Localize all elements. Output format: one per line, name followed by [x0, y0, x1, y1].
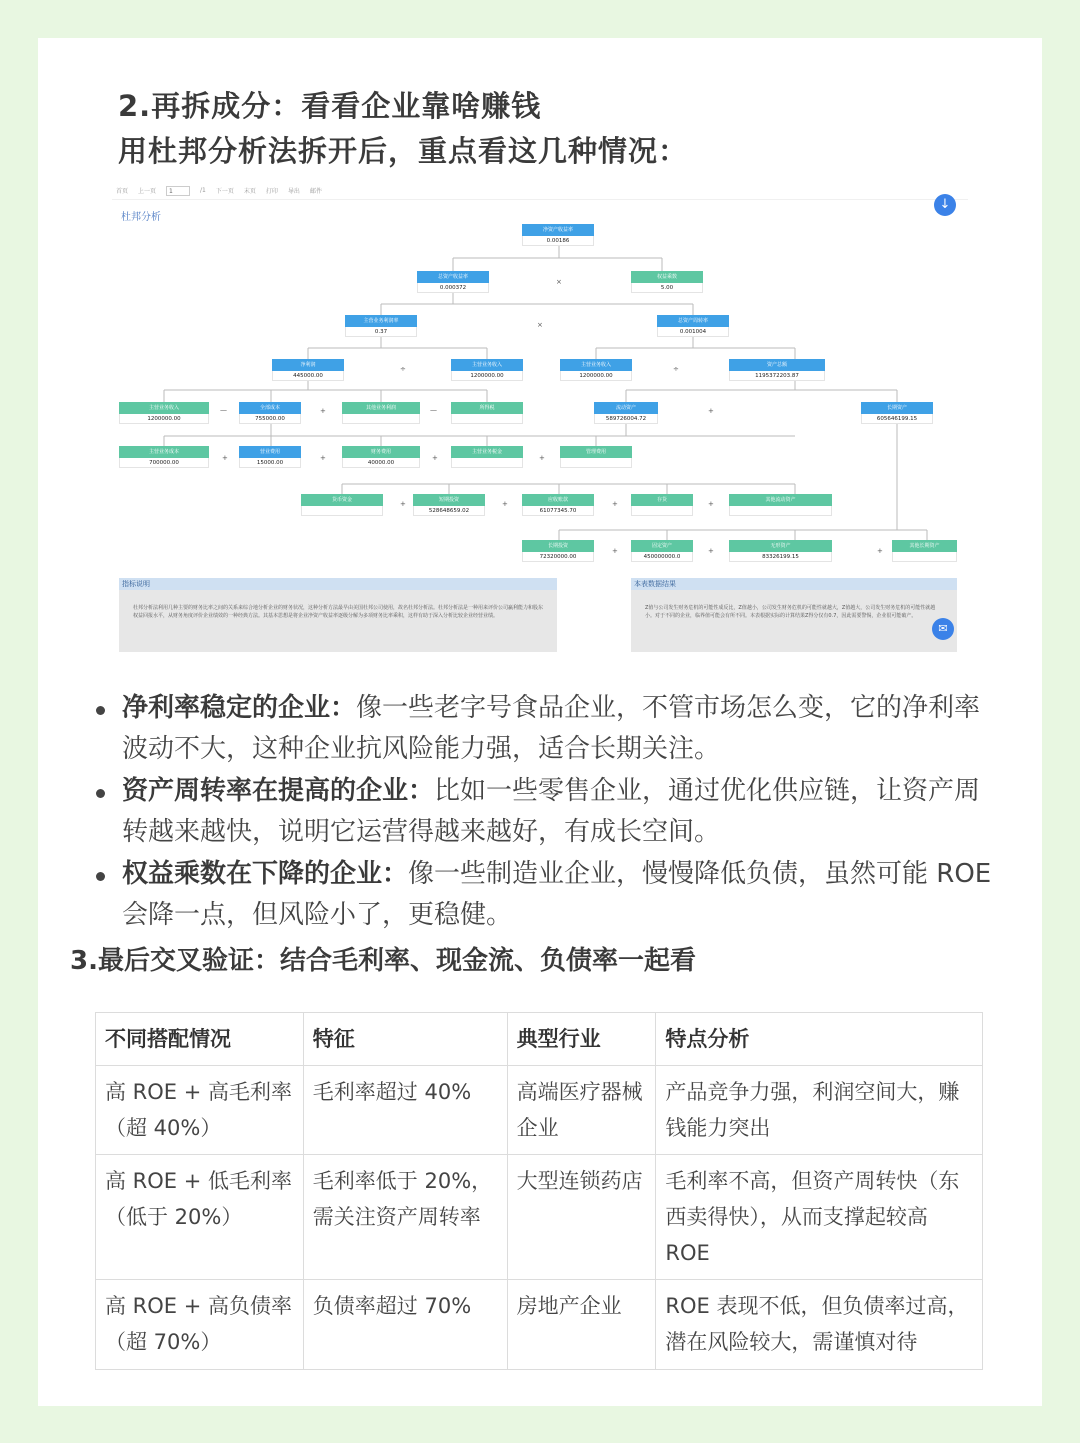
heading-line-2: 用杜邦分析法拆开后，重点看这几种情况：: [118, 134, 689, 168]
node-finance-expense: 财务费用 40000.00: [342, 446, 420, 468]
dupont-screenshot: 首页 上一页 1 /1 下一页 末页 打印 导出 邮件 杜邦分析 ↓ 净资产收益率 0.00186 总资产收益率 0.000372 × 权益乘数 5.00 主营业务利润率 0.37 × 总资产周转率 0.001004 净利润 445000.00 ÷ 主营业务收入 1200000.00 主营业务收入 1200000.00 ÷ 资产总额 1195372203.87 主营业务收入 1200000.00 — 全部成本 755000.00 + 其他业务利润 — 所得税 流动资产 589726004.72 + 长期资产 605646199.15 主营业务成本 700000.00 + 营业费用 15000.00 + 财务费用 40000.00 + 主营业务税金 + 管理费用 货币资金 + 短期投资 528648659.02 + 应收账款 61077345.70 + 存货 + 其他流动资产 长期投资 72320000.00 + 固定资产 450000000.0 + 无形资产 83326199.15 + 其他长期资产 指标说明 杜邦分析法利用几种主要的财务比率之间的关系来综合地分析企业的财务状况，这种分析方法最早由美国杜邦公司使用，故名杜邦分析法。杜邦分析法是一种用来评价公司赢利能力和股东权益回报水平，从财务角度评价企业绩效的一种经典方法。其基本思想是将企业净资产收益率逐级分解为多项财务比率乘积，这样有助于深入分析比较企业经营业绩。 本表数据结果 Z值与公司发生财务危机的可能性成反比，Z值越小，公司发生财务危机的可能性就越大，Z值越大，公司发生财务危机的可能性就越小。对于不同的企业，临界值可能会有所不同。本表根据实际的计算结果Z得分仅有0.7，因此需要警惕，企业很可能破产。 ✉: [112, 182, 968, 657]
toolbar-next-page[interactable]: 下一页: [215, 188, 234, 195]
table-cell: 高 ROE + 低毛利率（低于 20%）: [96, 1155, 304, 1280]
list-item: 权益乘数在下降的企业：像一些制造业企业，慢慢降低负债，虽然可能 ROE 会降一点，但风险小了，更稳健。: [92, 854, 992, 936]
node-inventory: 存货: [631, 494, 693, 516]
node-asset-turnover: 总资产周转率 0.001004: [657, 315, 729, 337]
table-cell: 房地产企业: [507, 1280, 656, 1370]
table-row: [96, 1280, 983, 1370]
node-total-cost: 全部成本 755000.00: [239, 402, 301, 424]
table-header: 特征: [303, 1013, 507, 1066]
table-cell: 高 ROE + 高负债率（超 70%）: [96, 1280, 304, 1370]
list-item: 净利率稳定的企业：像一些老字号食品企业，不管市场怎么变，它的净利率波动不大，这种企业抗风险能力强，适合长期关注。: [92, 688, 992, 770]
node-other-long-term-assets: 其他长期资产: [892, 540, 957, 562]
table-cell: 毛利率低于 20%，需关注资产周转率: [303, 1155, 507, 1280]
panel-title: 本表数据结果: [631, 578, 957, 590]
node-total-assets: 资产总额 1195372203.87: [729, 359, 825, 381]
indicator-explanation-panel: [119, 578, 557, 652]
table-cell: 产品竞争力强，利润空间大，赚钱能力突出: [656, 1066, 983, 1155]
table-cell: 毛利率不高，但资产周转快（东西卖得快），从而支撑起较高 ROE: [656, 1155, 983, 1280]
node-income-tax: 所得税: [451, 402, 523, 424]
table-header-row: [96, 1013, 983, 1066]
chat-icon[interactable]: ✉: [932, 618, 954, 640]
node-intangible-assets: 无形资产 83326199.15: [729, 540, 832, 562]
node-admin-expense: 管理费用: [560, 446, 632, 468]
node-cash: 货币资金: [301, 494, 383, 516]
node-fixed-assets: 固定资产 450000000.0: [631, 540, 693, 562]
heading-line-1: 2.再拆成分：看看企业靠啥赚钱: [118, 89, 542, 123]
node-roa: 总资产收益率 0.000372: [417, 271, 489, 293]
node-selling-expense: 营业费用 15000.00: [239, 446, 301, 468]
toolbar-page-total: /1: [200, 187, 206, 194]
node-cogs: 主营业务成本 700000.00: [119, 446, 209, 468]
node-other-profit: 其他业务利润: [342, 402, 420, 424]
node-revenue-3: 主营业务收入 1200000.00: [119, 402, 209, 424]
node-long-term-investment: 长期投资 72320000.00: [522, 540, 594, 562]
table-row: [96, 1155, 983, 1280]
panel-body: 杜邦分析法利用几种主要的财务比率之间的关系来综合地分析企业的财务状况，这种分析方法最早由美国杜邦公司使用，故名杜邦分析法。杜邦分析法是一种用来评价公司赢利能力和股东权益回报水平，从财务角度评价企业绩效的一种经典方法。其基本思想是将企业净资产收益率逐级分解为多项财务比率乘积，这样有助于深入分析比较企业经营业绩。: [133, 605, 544, 619]
node-net-profit: 净利润 445000.00: [272, 359, 344, 381]
node-other-current-assets: 其他流动资产: [729, 494, 832, 516]
bullet-list: [92, 688, 992, 937]
node-receivables: 应收账款 61077345.70: [522, 494, 594, 516]
section-3-heading: 3.最后交叉验证：结合毛利率、现金流、负债率一起看: [70, 946, 696, 976]
panel-title: 指标说明: [119, 578, 557, 590]
table-cell: ROE 表现不低，但负债率过高，潜在风险较大，需谨慎对待: [656, 1280, 983, 1370]
dupont-title: 杜邦分析: [121, 212, 161, 223]
toolbar-print[interactable]: 打印: [265, 188, 278, 195]
table-cell: 负债率超过 70%: [303, 1280, 507, 1370]
download-icon[interactable]: ↓: [934, 194, 956, 216]
table-header: 典型行业: [507, 1013, 656, 1066]
node-current-assets: 流动资产 589726004.72: [594, 402, 658, 424]
toolbar-export[interactable]: 导出: [287, 188, 300, 195]
node-short-term-investment: 短期投资 528648659.02: [413, 494, 485, 516]
table-cell: 大型连锁药店: [507, 1155, 656, 1280]
node-roe: 净资产收益率 0.00186: [522, 224, 594, 246]
toolbar-email[interactable]: 邮件: [309, 188, 322, 195]
node-equity-multiplier: 权益乘数 5.00: [631, 271, 703, 293]
node-business-tax: 主营业务税金: [451, 446, 523, 468]
list-item: 资产周转率在提高的企业：比如一些零售企业，通过优化供应链，让资产周转越来越快，说明它运营得越来越好，有成长空间。: [92, 771, 992, 853]
node-long-term-assets: 长期资产 605646199.15: [861, 402, 933, 424]
table-row: [96, 1066, 983, 1155]
toolbar-prev-page[interactable]: 上一页: [138, 188, 157, 195]
table-cell: 高端医疗器械企业: [507, 1066, 656, 1155]
toolbar-first-page[interactable]: 首页: [116, 188, 129, 195]
table-header: 特点分析: [656, 1013, 983, 1066]
node-net-profit-margin: 主营业务利润率 0.37: [345, 315, 417, 337]
toolbar-last-page[interactable]: 末页: [243, 188, 256, 195]
comparison-table: [95, 1012, 983, 1370]
table-header: 不同搭配情况: [96, 1013, 304, 1066]
toolbar-page-input[interactable]: 1: [166, 186, 190, 196]
node-revenue-1: 主营业务收入 1200000.00: [451, 359, 523, 381]
table-cell: 毛利率超过 40%: [303, 1066, 507, 1155]
panel-body: Z值与公司发生财务危机的可能性成反比，Z值越小，公司发生财务危机的可能性就越大，Z值越大，公司发生财务危机的可能性就越小。对于不同的企业，临界值可能会有所不同。本表根据实际的计算结果Z得分仅有0.7，因此需要警惕，企业很可能破产。: [645, 605, 936, 619]
node-revenue-2: 主营业务收入 1200000.00: [560, 359, 632, 381]
data-result-panel: [631, 578, 957, 652]
table-cell: 高 ROE + 高毛利率（超 40%）: [96, 1066, 304, 1155]
